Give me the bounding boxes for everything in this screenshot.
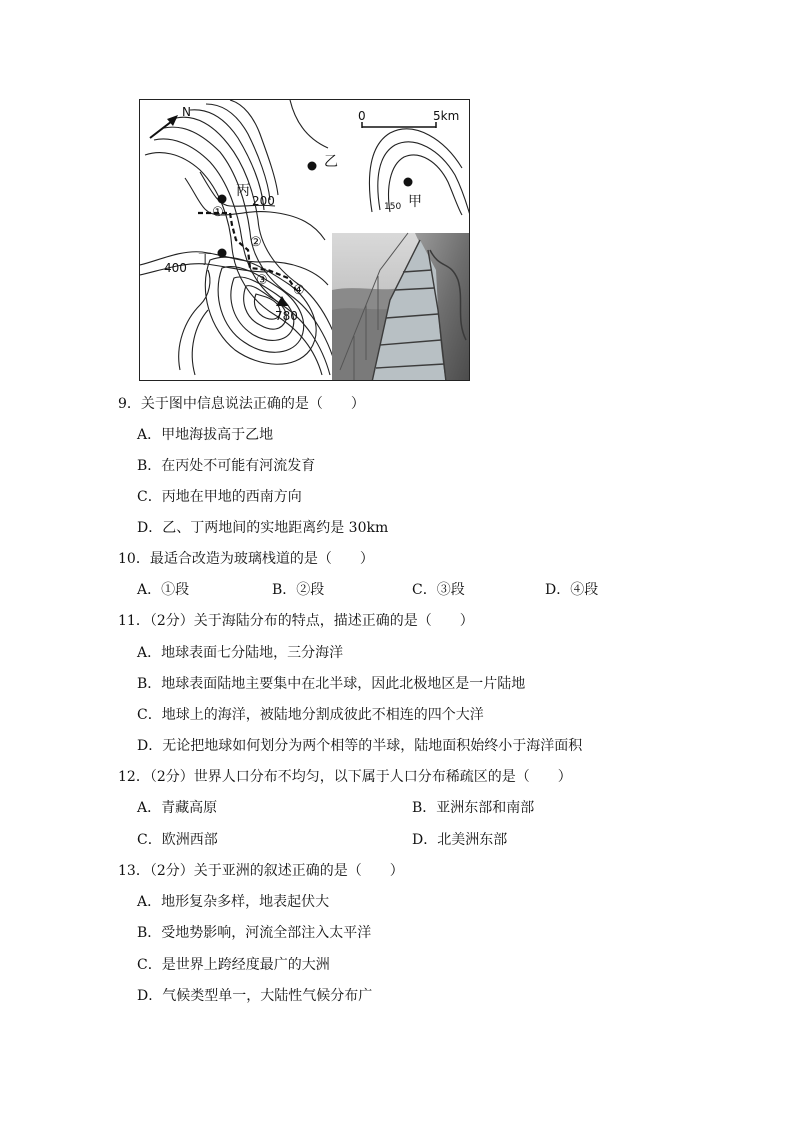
q13-option-a[interactable]: A．地形复杂多样，地表起伏大: [137, 894, 330, 910]
q12-option-c[interactable]: C．欧洲西部: [137, 832, 218, 848]
point-yi: [308, 162, 317, 171]
north-label: N: [182, 105, 191, 119]
segment-1-label: ①: [212, 205, 224, 220]
label-ding: 丁: [198, 252, 212, 268]
q12-option-d[interactable]: D．北美洲东部: [412, 832, 508, 848]
glass-walkway-photo: [332, 233, 470, 381]
q13-option-d[interactable]: D．气候类型单一，大陆性气候分布广: [137, 988, 373, 1004]
q11-option-a[interactable]: A．地球表面七分陆地，三分海洋: [137, 645, 344, 661]
label-jia: 甲: [408, 194, 422, 210]
q11-option-b[interactable]: B．地球表面陆地主要集中在北半球，因此北极地区是一片陆地: [137, 676, 526, 692]
contour-map: [140, 100, 470, 381]
point-jia: [404, 178, 413, 187]
q12-option-a[interactable]: A．青藏高原: [137, 800, 218, 816]
q10-option-a[interactable]: A．①段: [137, 582, 190, 598]
scale-bar: [362, 122, 436, 128]
contour-label-150: 150: [384, 202, 402, 212]
q12-option-b[interactable]: B．亚洲东部和南部: [412, 800, 535, 816]
q9-option-c[interactable]: C．丙地在甲地的西南方向: [137, 489, 302, 505]
q13-option-b[interactable]: B．受地势影响，河流全部注入太平洋: [137, 925, 372, 941]
north-arrow-icon: [150, 115, 178, 138]
q10-option-c[interactable]: C．③段: [412, 582, 465, 598]
q13-option-c[interactable]: C．是世界上跨经度最广的大洲: [137, 957, 330, 973]
scale-zero: 0: [358, 109, 366, 123]
segment-4-label: ④: [293, 283, 305, 298]
contour-label-400: 400: [164, 261, 187, 275]
q9-option-b[interactable]: B．在丙处不可能有河流发育: [137, 458, 316, 474]
summit-icon: [276, 296, 288, 306]
q9-option-a[interactable]: A．甲地海拔高于乙地: [137, 427, 274, 443]
contour-map-figure: [139, 99, 470, 381]
point-ding: [218, 249, 227, 258]
q9-option-d[interactable]: D．乙、丁两地间的实地距离约是 30km: [137, 520, 389, 536]
q11-option-d[interactable]: D．无论把地球如何划分为两个相等的半球，陆地面积始终小于海洋面积: [137, 738, 583, 754]
contour-label-780: 780: [275, 309, 298, 323]
question-12-stem: 12．（2分）世界人口分布不均匀，以下属于人口分布稀疏区的是（ ）: [118, 769, 572, 785]
question-9-stem: 9．关于图中信息说法正确的是（ ）: [118, 396, 365, 412]
label-bing: 丙: [236, 183, 250, 199]
question-13-stem: 13．（2分）关于亚洲的叙述正确的是（ ）: [118, 863, 404, 879]
question-10-stem: 10．最适合改造为玻璃栈道的是（ ）: [118, 551, 374, 567]
point-bing: [218, 195, 227, 204]
label-yi: 乙: [324, 154, 338, 170]
question-11-stem: 11．（2分）关于海陆分布的特点，描述正确的是（ ）: [118, 613, 474, 629]
q11-option-c[interactable]: C．地球上的海洋，被陆地分割成彼此不相连的四个大洋: [137, 707, 484, 723]
q10-option-b[interactable]: B．②段: [272, 582, 325, 598]
segment-2-label: ②: [250, 235, 262, 250]
contour-label-200: 200: [252, 194, 275, 208]
segment-3-label: ③: [256, 273, 268, 288]
scale-end: 5km: [433, 109, 460, 123]
q10-option-d[interactable]: D．④段: [545, 582, 599, 598]
